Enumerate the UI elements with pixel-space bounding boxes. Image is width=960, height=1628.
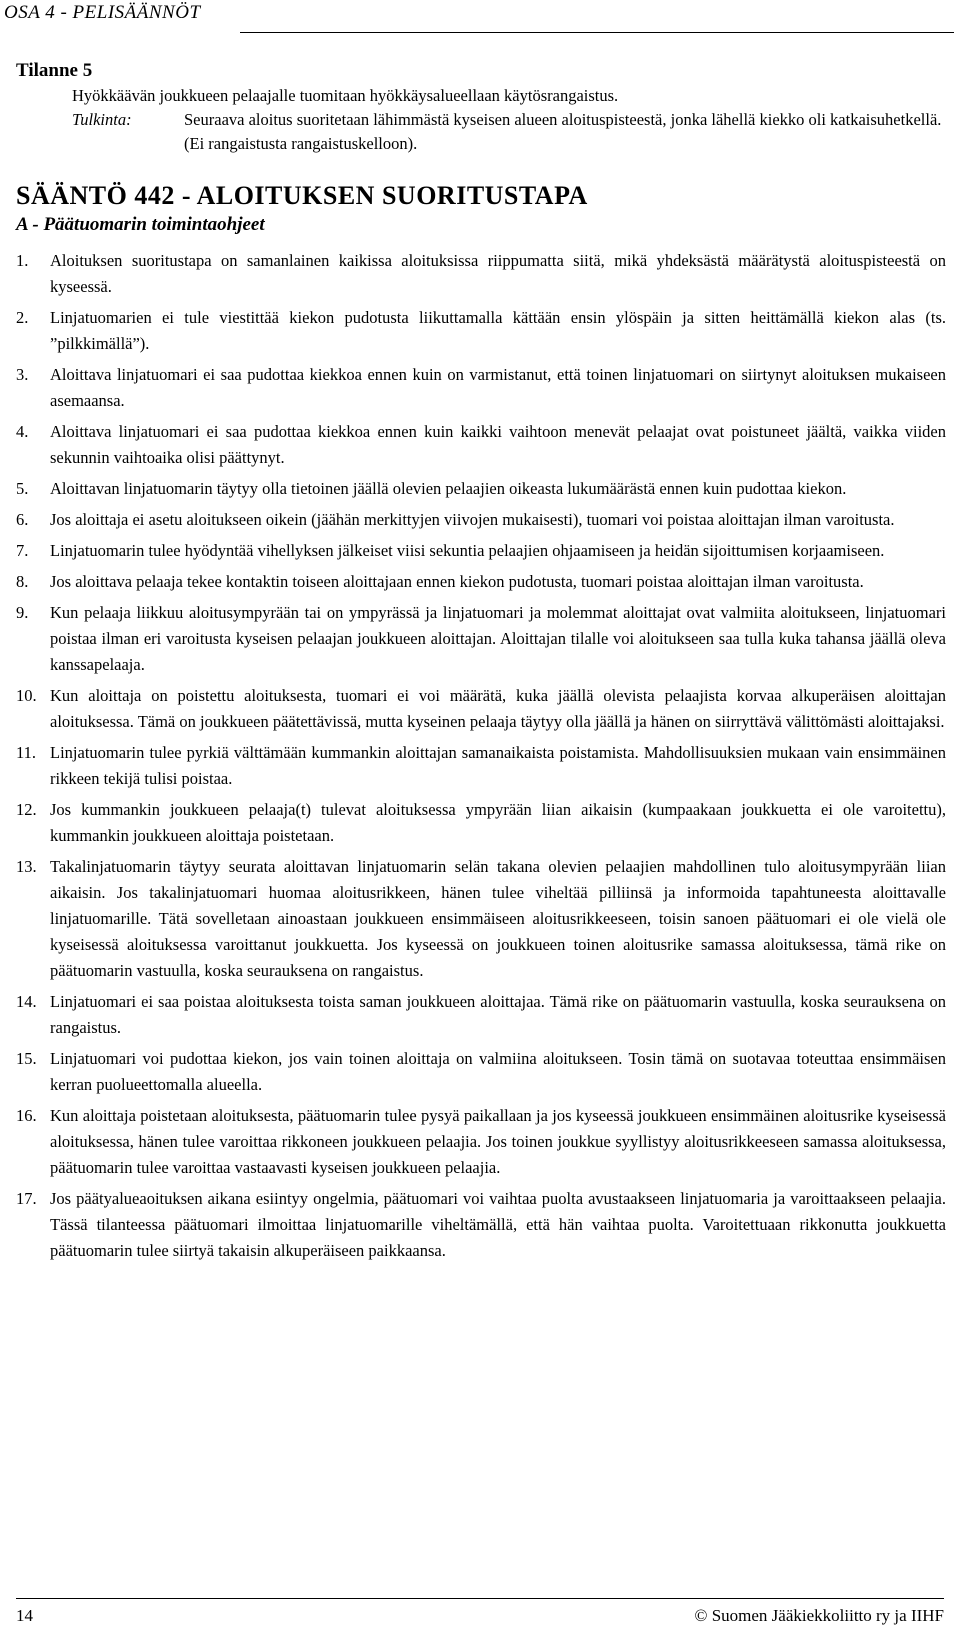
- page-footer: [16, 1598, 944, 1628]
- item-text: Takalinjatuomarin täytyy seurata aloittavan linjatuomarin selän takana olevien pelaajien mahdollinen tulo aloitusympyrään liian aikaisin. Jos takalinjatuomari huomaa aloitusrikkeen, hänen tulee viheltää pilliinsä ja informoida tapahtuneesta aloittavalle linjatuomarille. Tätä sovelletaan ainoastaan joukkueen ensimmäiseen aloitusrikkeeseen, toisin sanoen päätuomari ei ole vielä ole kyseisessä aloituksessa varoittanut joukkuetta. Jos kyseessä on joukkueen toinen aloitusrike samassa aloituksessa, tämä rike on päätuomarin vastuulla, koska seurauksena on rangaistus.: [50, 857, 946, 980]
- item-number: 10.: [16, 686, 37, 705]
- item-text: Jos kummankin joukkueen pelaaja(t) tulevat aloituksessa ympyrään liian aikaisin (kumpaakaan joukkuetta ei ole varoitettu), kummankin joukkueen aloittaja poistetaan.: [50, 800, 946, 845]
- item-number: 7.: [16, 541, 29, 560]
- instruction-list: [16, 248, 946, 1264]
- item-text: Aloituksen suoritustapa on samanlainen kaikissa aloituksissa riippumatta siitä, mikä yhdeksästä määrätystä aloituspisteestä on kyseessä.: [50, 251, 946, 296]
- section-heading: OSA 4 - PELISÄÄNNÖT: [4, 2, 201, 23]
- item-text: Jos aloittava pelaaja tekee kontaktin toiseen aloittajaan ennen kiekon pudotusta, tuomari poistaa aloittajan ilman varoitusta.: [50, 572, 864, 591]
- interpretation-text: Seuraava aloitus suoritetaan lähimmästä kyseisen alueen aloituspisteestä, jonka lähellä kiekko oli katkaisuhetkellä. (Ei rangaistusta rangaistuskelloon).: [184, 110, 942, 153]
- page-number: 14: [16, 1606, 33, 1625]
- header-divider: [240, 32, 954, 33]
- item-number: 14.: [16, 992, 37, 1011]
- item-text: Linjatuomarin tulee pyrkiä välttämään kummankin aloittajan samanaikaista poistamista. Mahdollisuuksien mukaan vain ensimmäinen rikkeen tekijä tulisi poistaa.: [50, 743, 946, 788]
- rule-subtitle: A - Päätuomarin toimintaohjeet: [16, 214, 265, 235]
- interpretation-label: Tulkinta:: [72, 110, 132, 129]
- item-text: Kun pelaaja liikkuu aloitusympyrään tai on ympyrässä ja linjatuomari ja molemmat aloittajat ovat valmiita aloitukseen, linjatuomari poistaa ilman eri varoitusta kyseisen pelaajan joukkueen aloittajan. Aloittajan tilalle voi aloitukseen saa tulla kuka tahansa jäällä oleva kanssapelaaja.: [50, 603, 946, 674]
- page-content: [16, 58, 946, 1269]
- list-item: [16, 419, 946, 471]
- footer-divider: [16, 1598, 944, 1599]
- item-text: Linjatuomarin tulee hyödyntää vihellyksen jälkeiset viisi sekuntia pelaajien ohjaamiseen ja heidän sijoittumisen korjaamiseen.: [50, 541, 885, 560]
- item-number: 9.: [16, 603, 29, 622]
- list-item: [16, 600, 946, 678]
- item-number: 1.: [16, 251, 29, 270]
- item-text: Jos päätyalueaoituksen aikana esiintyy ongelmia, päätuomari voi vaihtaa puolta avustaakseen linjatuomaria ja varoittaakseen pelaajia. Tässä tilanteessa päätuomari ilmoittaa linjatuomarille viheltämällä, että hän vaihtaa puolta. Varoitettuaan rikkonutta joukkuetta päätuomarin tulee siirtyä takaisin alkuperäiseen paikkaansa.: [50, 1189, 946, 1260]
- item-text: Linjatuomari ei saa poistaa aloituksesta toista saman joukkueen aloittajaa. Tämä rike on päätuomarin vastuulla, koska seurauksena on rangaistus.: [50, 992, 946, 1037]
- item-text: Kun aloittaja on poistettu aloituksesta, tuomari ei voi määrätä, kuka jäällä olevista pelaajista korvaa alkuperäisen aloittajan aloituksessa. Tämä on joukkueen päätettävissä, mutta kyseinen pelaaja täytyy olla jäällä ja hänen on siirryttävä välittömästi aloittajaksi.: [50, 686, 946, 731]
- item-number: 4.: [16, 422, 29, 441]
- list-item: [16, 248, 946, 300]
- list-item: [16, 683, 946, 735]
- list-item: [16, 538, 946, 564]
- item-text: Linjatuomarien ei tule viestittää kiekon pudotusta liikuttamalla kättään ensin ylöspäin ja sitten heittämällä kiekon alas (ts. ”pilkkimällä”).: [50, 308, 946, 353]
- item-number: 17.: [16, 1189, 37, 1208]
- list-item: [16, 797, 946, 849]
- item-number: 6.: [16, 510, 29, 529]
- list-item: [16, 362, 946, 414]
- item-number: 5.: [16, 479, 29, 498]
- situation-text: Hyökkäävän joukkueen pelaajalle tuomitaan hyökkäysalueellaan käytösrangaistus.: [72, 86, 619, 105]
- item-number: 3.: [16, 365, 29, 384]
- item-text: Aloittava linjatuomari ei saa pudottaa kiekkoa ennen kuin kaikki vaihtoon menevät pelaajat ovat poistuneet jäältä, vaikka viiden sekunnin vaihtoaika olisi päättynyt.: [50, 422, 946, 467]
- list-item: [16, 507, 946, 533]
- list-item: [16, 1103, 946, 1181]
- copyright-text: © Suomen Jääkiekkoliitto ry ja IIHF: [694, 1606, 944, 1625]
- interpretation: [72, 108, 946, 156]
- list-item: [16, 476, 946, 502]
- item-number: 15.: [16, 1049, 37, 1068]
- page-header: [0, 0, 960, 34]
- list-item: [16, 569, 946, 595]
- item-number: 11.: [16, 743, 37, 762]
- item-text: Kun aloittaja poistetaan aloituksesta, päätuomarin tulee pysyä paikallaan ja jos kyseessä joukkueen ensimmäinen aloitusrike kyseisessä aloituksessa, hänen tulee varoittaa rikkoneen joukkueen pelaajia. Jos toinen joukkue syyllistyy aloitusrikkeeseen samassa aloituksessa, päätuomarin tulee varoittaa vastaavasti kyseisen joukkueen pelaajia.: [50, 1106, 946, 1177]
- list-item: [16, 854, 946, 984]
- item-text: Aloittava linjatuomari ei saa pudottaa kiekkoa ennen kuin on varmistanut, että toinen linjatuomari on siirtynyt aloituksen mukaiseen asemaansa.: [50, 365, 946, 410]
- item-number: 12.: [16, 800, 37, 819]
- item-number: 2.: [16, 308, 29, 327]
- list-item: [16, 1046, 946, 1098]
- item-text: Linjatuomari voi pudottaa kiekon, jos vain toinen aloittaja on valmiina aloitukseen. Tosin tämä on suotavaa toteuttaa ensimmäisen kerran puolueettomalla alueella.: [50, 1049, 946, 1094]
- item-number: 16.: [16, 1106, 37, 1125]
- situation-title: Tilanne 5: [16, 60, 93, 81]
- item-number: 8.: [16, 572, 29, 591]
- list-item: [16, 740, 946, 792]
- item-text: Aloittavan linjatuomarin täytyy olla tietoinen jäällä olevien pelaajien oikeasta lukumäärästä ennen kuin pudottaa kiekon.: [50, 479, 847, 498]
- rule-title: SÄÄNTÖ 442 - ALOITUKSEN SUORITUSTAPA: [16, 181, 588, 210]
- list-item: [16, 989, 946, 1041]
- list-item: [16, 305, 946, 357]
- item-text: Jos aloittaja ei asetu aloitukseen oikein (jäähän merkittyjen viivojen mukaisesti), tuomari voi poistaa aloittajan ilman varoitusta.: [50, 510, 895, 529]
- item-number: 13.: [16, 857, 37, 876]
- list-item: [16, 1186, 946, 1264]
